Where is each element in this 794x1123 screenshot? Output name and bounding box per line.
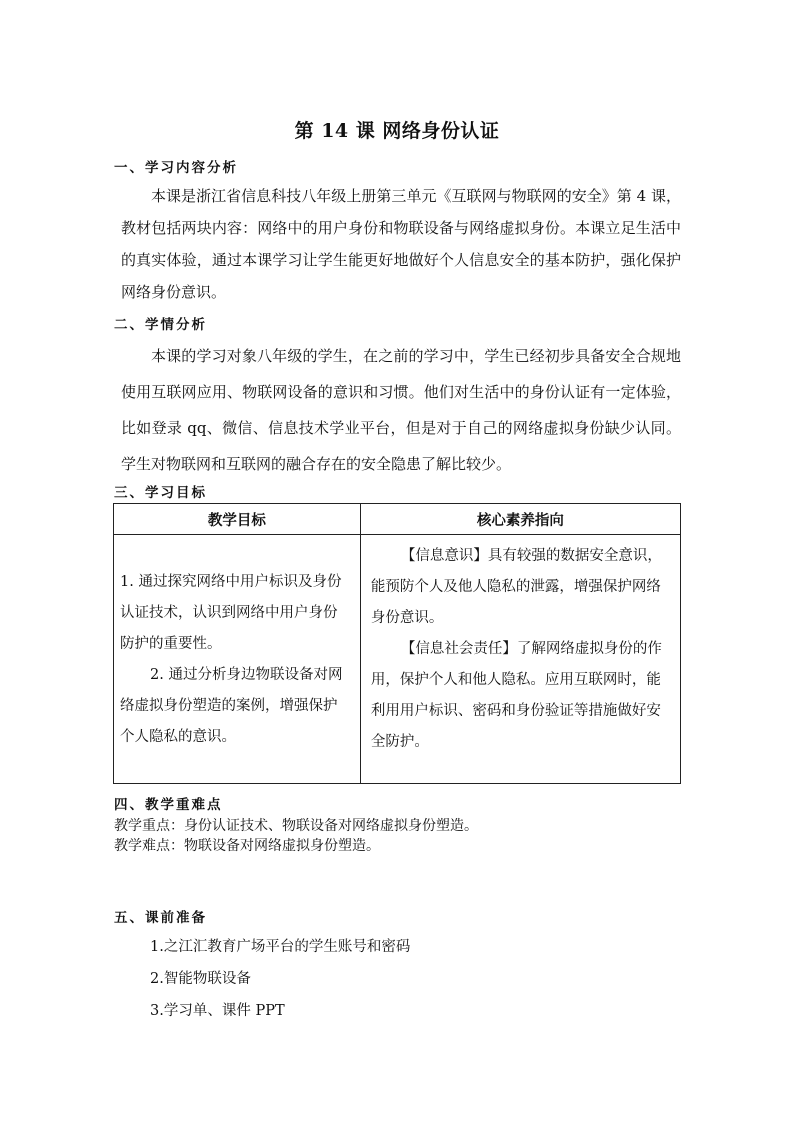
core-literacy-cell: [360, 535, 680, 784]
section-heading-learner-analysis: 二、学情分析: [114, 317, 207, 333]
literacy-item-social-responsibility: 【信息社会责任】了解网络虚拟身份的作用，保护个人和他人隐私。应用互联网时，能利用用户标识、密码和身份验证等措施做好安全防护。: [370, 641, 662, 750]
column-header-core-literacy: 核心素养指向: [360, 504, 680, 535]
learner-analysis-paragraph: 本课的学习对象八年级的学生，在之前的学习中，学生已经初步具备安全合规地使用互联网应用、物联网设备的意识和习惯。他们对生活中的身份认证有一定体验，比如登录 qq、微信、信息技术学业平台，但是对于自己的网络虚拟身份缺少认同。学生对物联网和互联网的融合存在的安全隐患了解比较少。: [121, 347, 681, 473]
section-heading-preparation: 五、课前准备: [114, 910, 207, 926]
teaching-goals-cell: [114, 535, 361, 784]
literacy-item-information-awareness: 【信息意识】具有较强的数据安全意识，能预防个人及他人隐私的泄露，增强保护网络身份意识。: [370, 548, 662, 626]
section-heading-key-difficulties: 四、教学重难点: [114, 797, 223, 813]
list-item: 3.学习单、课件 PPT: [150, 1003, 285, 1019]
content-analysis-paragraph: 本课是浙江省信息科技八年级上册第三单元《互联网与物联网的安全》第 4 课，教材包括两块内容：网络中的用户身份和物联设备与网络虚拟身份。本课立足生活中的真实体验，通过本课学习让学生能更好地做好个人信息安全的基本防护，强化保护网络身份意识。: [121, 187, 681, 301]
column-header-teaching-goals: 教学目标: [114, 504, 361, 535]
learning-goals-table: [113, 503, 681, 784]
table-header-row: [114, 504, 681, 535]
goal-item-1: 1. 通过探究网络中用户标识及身份认证技术，认识到网络中用户身份防护的重要性。: [120, 574, 342, 652]
section-heading-learning-goals: 三、学习目标: [114, 485, 207, 501]
list-item: 1.之江汇教育广场平台的学生账号和密码: [150, 939, 411, 955]
table-row: [114, 535, 681, 784]
list-item: 2.智能物联设备: [150, 971, 251, 987]
teaching-difficulty: 教学难点：物联设备对网络虚拟身份塑造。: [114, 838, 380, 854]
section-heading-content-analysis: 一、学习内容分析: [114, 160, 238, 176]
goal-item-2: 2. 通过分析身边物联设备对网络虚拟身份塑造的案例，增强保护个人隐私的意识。: [120, 667, 343, 745]
page-title: 第 14 课 网络身份认证: [294, 120, 500, 142]
teaching-key-point: 教学重点：身份认证技术、物联设备对网络虚拟身份塑造。: [114, 818, 478, 834]
